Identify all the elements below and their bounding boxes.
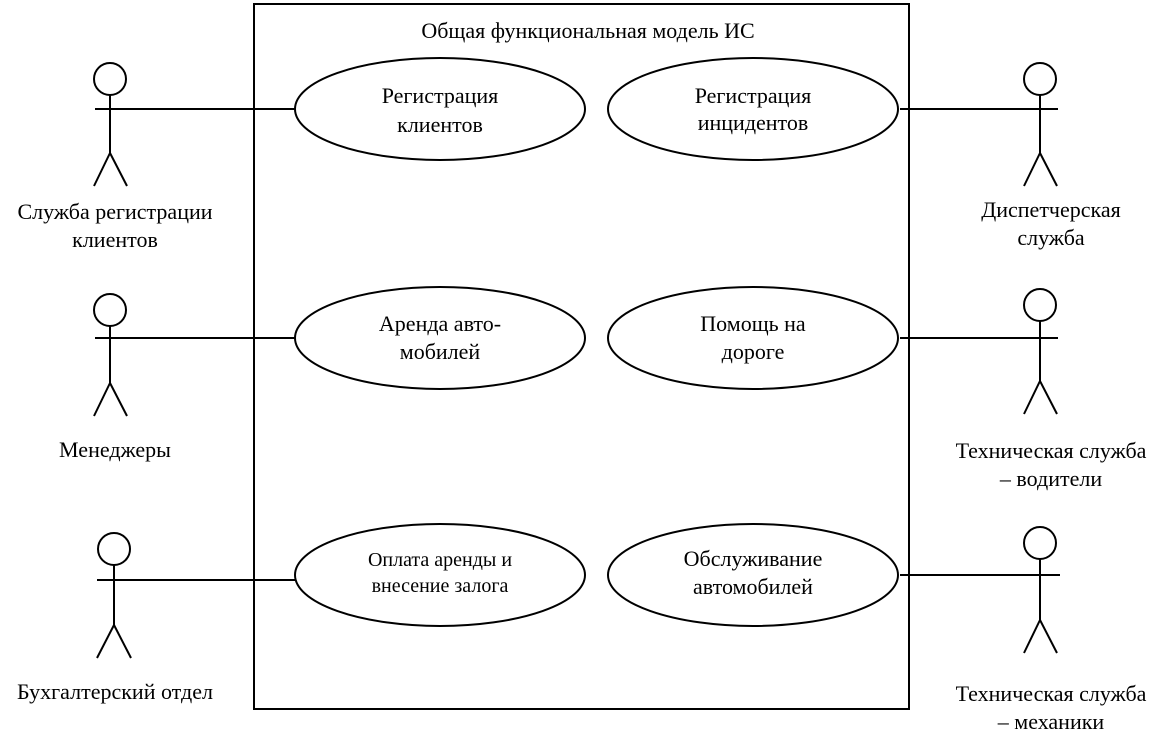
actor-label-line: клиентов — [72, 227, 158, 252]
actor-client-registration — [17, 63, 212, 252]
use-case-label-line: клиентов — [397, 112, 483, 137]
stick-figure-icon — [1024, 527, 1060, 653]
use-case-reg-clients — [295, 58, 585, 160]
actor-label-line: Техническая служба — [955, 438, 1147, 463]
use-case-label-line: Оплата аренды и — [367, 549, 513, 571]
use-case-car-rental — [295, 287, 585, 389]
actor-label-line: Техническая служба — [955, 681, 1147, 706]
actor-accounting — [17, 533, 213, 704]
actor-tech-drivers — [956, 289, 1147, 491]
use-case-car-service — [608, 524, 898, 626]
actor-label-line: Бухгалтерский отдел — [17, 679, 213, 704]
stick-figure-icon — [97, 533, 131, 658]
use-case-ellipse — [295, 58, 585, 160]
actor-label-line: Служба регистрации — [17, 199, 213, 224]
use-case-label-line: дороге — [721, 339, 785, 364]
use-case-label-line: инцидентов — [697, 110, 809, 135]
actor-managers — [59, 294, 171, 462]
actor-tech-mechanics — [956, 527, 1147, 734]
use-case-label-line: автомобилей — [693, 574, 813, 599]
use-case-label-line: Помощь на — [700, 311, 806, 336]
use-case-label-line: мобилей — [399, 339, 481, 364]
actor-label-line: Диспетчерская — [981, 197, 1121, 222]
use-case-label-line: Обслуживание — [683, 546, 823, 571]
stick-figure-icon — [94, 63, 127, 186]
use-case-label-line: Регистрация — [694, 83, 812, 108]
actor-label-line: служба — [1017, 225, 1085, 250]
stick-figure-icon — [1024, 289, 1058, 414]
use-case-ellipse — [295, 287, 585, 389]
use-case-payment — [295, 524, 585, 626]
stick-figure-icon — [1024, 63, 1058, 186]
stick-figure-icon — [94, 294, 127, 416]
use-case-ellipse — [608, 58, 898, 160]
use-case-ellipse — [608, 287, 898, 389]
use-case-road-help — [608, 287, 898, 389]
actor-dispatch — [981, 63, 1121, 250]
use-case-label-line: внесение залога — [371, 575, 509, 597]
actor-label-line: Менеджеры — [59, 437, 171, 462]
system-title: Общая функциональная модель ИС — [421, 18, 755, 43]
use-case-reg-incidents — [608, 58, 898, 160]
use-case-label-line: Регистрация — [381, 83, 499, 108]
actor-label-line: – водители — [999, 466, 1103, 491]
use-case-label-line: Аренда авто- — [378, 311, 502, 336]
actor-label-line: – механики — [997, 709, 1105, 734]
